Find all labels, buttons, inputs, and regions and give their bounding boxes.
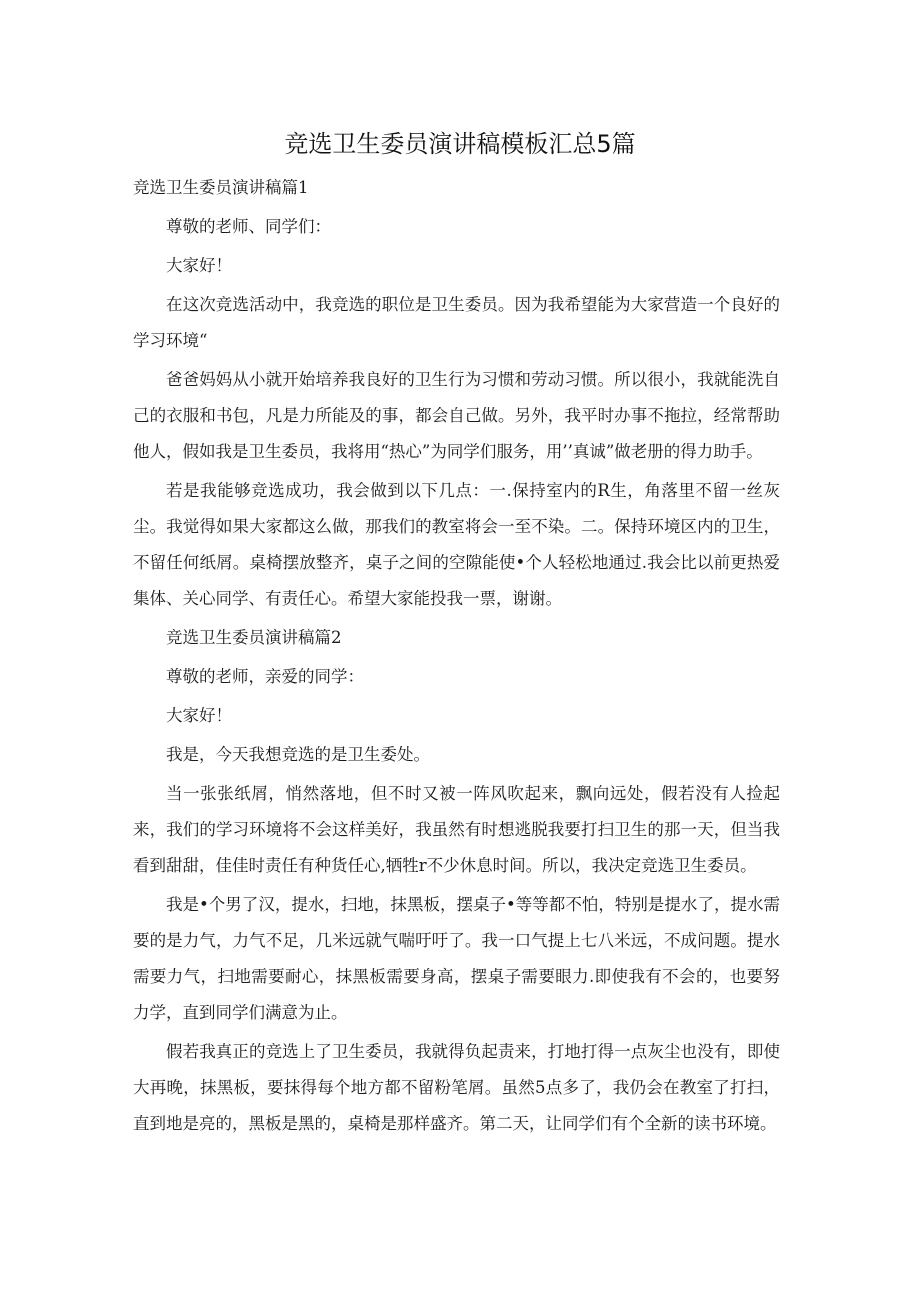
section-heading-2: 竞选卫生委员演讲稿篇2 <box>166 628 342 647</box>
paragraph: 在这次竞选活动中，我竞选的职位是卫生委员。因为我希望能为大家营造一个良好的学习环境“ <box>133 295 780 350</box>
paragraph: 大家好！ <box>166 706 232 725</box>
section-heading-1: 竞选卫生委员演讲稿篇1 <box>133 178 309 197</box>
paragraph: 我是，今天我想竞选的是卫生委处。 <box>166 745 430 764</box>
paragraph: 当一张张纸屑，悄然落地，但不时又被一阵风吹起来，飘向远处，假若没有人捡起来，我们的学习环境将不会这样美好，我虽然有时想逃脱我要打扫卫生的那一天，但当我看到甜甜，佳佳时责任有种货任心,牺牲r不少休息时间。所以，我决定竞选卫生委员。 <box>133 784 780 875</box>
paragraph: 假若我真正的竞选上了卫生委员，我就得负起责来，打地打得一点灰尘也没有，即使大再晚，抹黑板，要抹得每个地方都不留粉笔屑。虽然5点多了，我仍会在教室了打扫，直到地是亮的，黑板是黑的，桌椅是那样盛齐。第二天，让同学们有个全新的读书环境。 <box>133 1042 780 1133</box>
paragraph: 爸爸妈妈从小就开始培养我良好的卫生行为习惯和劳动习惯。所以很小，我就能洗自己的衣服和书包，凡是力所能及的事，都会自己做。另外，我平时办事不拖拉，经常帮助他人，假如我是卫生委员，我将用“热心”为同学们服务，用’’真诚”做老册的得力助手。 <box>133 370 780 461</box>
paragraph: 大家好！ <box>166 256 232 275</box>
document-title: 竞选卫生委员演讲稿模板汇总5篇 <box>284 130 636 158</box>
paragraph: 我是•个男了汉，提水，扫地，抹黑板，摆桌子•等等都不怕，特别是提水了，提水需要的是力气，力气不足，几米远就气喘吁吁了。我一口气提上七八米远，不成问题。提水需要力气，扫地需要耐心，抹黑板需要身高，摆桌子需要眼力.即使我有不会的，也要努力学，直到同学们满意为止。 <box>133 895 780 1022</box>
paragraph: 尊敬的老师、同学们： <box>166 217 331 236</box>
document-body <box>133 170 780 1145</box>
paragraph: 尊敬的老师，亲爱的同学： <box>166 667 364 686</box>
paragraph: 若是我能够竞选成功，我会做到以下几点：一.保持室内的R生，角落里不留一丝灰尘。我觉得如果大家都这么做，那我们的教室将会一至不染。二。保持环境区内的卫生，不留任何纸屑。桌椅摆放整齐，桌子之间的空隙能使•个人轻松地通过.我会比以前更热爱集体、关心同学、有责任心。希望大家能投我一票，谢谢。 <box>133 481 780 608</box>
